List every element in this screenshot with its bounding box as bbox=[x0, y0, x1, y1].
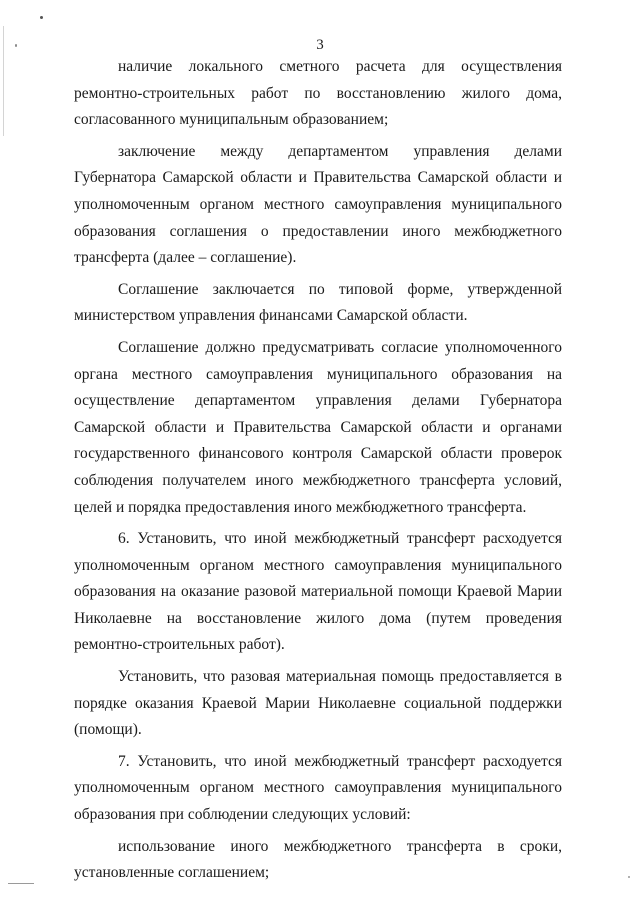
scan-margin-dash bbox=[8, 883, 34, 884]
paragraph-agreement-consent: Соглашение должно предусматривать согласие уполномоченного органа местного самоуправления муниципального образования на осуществление департаментом управления делами Губернатора Самарской области и Правительства Самарской области и органами государственного финансового контроля Самарской области проверок соблюдения получателем иного межбюджетного трансферта условий, целей и порядка предоставления иного межбюджетного трансферта. bbox=[74, 338, 562, 516]
paragraph-agreement-conclusion: заключение между департаментом управления делами Губернатора Самарской области и Правительства Самарской области и уполномоченным органом местного самоуправления муниципального образования соглашения о предоставлении иного межбюджетного трансферта (далее – соглашение). bbox=[74, 142, 562, 267]
scan-speck bbox=[40, 16, 43, 19]
paragraph-smeta: наличие локального сметного расчета для осуществления ремонтно-строительных работ по восстановлению жилого дома, согласованного муниципальным образованием; bbox=[74, 58, 562, 129]
page-number: 3 bbox=[316, 37, 324, 53]
paragraph-usage-terms: использование иного межбюджетного трансферта в сроки, установленные соглашением; bbox=[74, 837, 562, 882]
document-body bbox=[74, 54, 562, 887]
paragraph-material-aid: Установить, что разовая материальная помощь предоставляется в порядке оказания Краевой Марии Николаевне социальной поддержки (помощи). bbox=[74, 668, 562, 739]
paragraph-agreement-form: Соглашение заключается по типовой форме, утвержденной министерством управления финансами Самарской области. bbox=[74, 280, 562, 325]
paragraph-item-6: 6. Установить, что иной межбюджетный трансферт расходуется уполномоченным органом местного самоуправления муниципального образования на оказание разовой материальной помощи Краевой Марии Николаевне на восстановление жилого дома (путем проведения ремонтно-строительных работ). bbox=[74, 530, 562, 654]
paragraph-item-7: 7. Установить, что иной межбюджетный трансферт расходуется уполномоченным органом местного самоуправления муниципального образования при соблюдении следующих условий: bbox=[74, 752, 562, 824]
scan-speck bbox=[628, 876, 630, 878]
